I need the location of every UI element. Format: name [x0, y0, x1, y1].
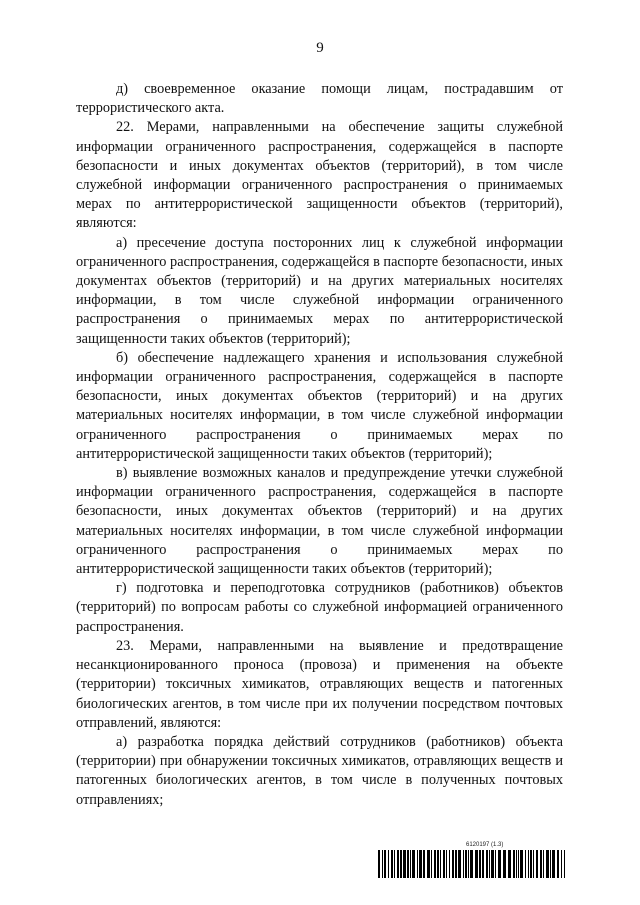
barcode-bar [489, 850, 490, 878]
barcode-bar [540, 850, 542, 878]
document-code: 6120197 (1.3) [466, 842, 504, 848]
barcode-bar [410, 850, 411, 878]
barcode-bar [446, 850, 447, 878]
barcode-bar [536, 850, 538, 878]
barcode-bar [475, 850, 478, 878]
barcode-bar [458, 850, 461, 878]
barcode-bar [440, 850, 441, 878]
barcode-bar [443, 850, 445, 878]
barcode-bar [530, 850, 532, 878]
barcode-bar [388, 850, 389, 878]
barcode-bar [465, 850, 467, 878]
barcode-bar [431, 850, 432, 878]
barcode-bar [482, 850, 484, 878]
barcode-bar [382, 850, 383, 878]
barcode-bar [394, 850, 395, 878]
barcode-bar [391, 850, 393, 878]
barcode-bar [397, 850, 399, 878]
barcode-bar [550, 850, 551, 878]
barcode-bar [419, 850, 422, 878]
paragraph-22-b: б) обеспечение надлежащего хранения и использования служебной информации ограниченного распространения, содержащейся в паспорте безопасности, иных документах объектов (территорий) и на других материальных носителях информации, в том числе служебной информации ограниченного распространения о принимаемых мерах по антитеррористической защищенности таких объектов (территорий); [76, 349, 563, 462]
barcode-bar [552, 850, 555, 878]
barcode-bar [378, 850, 380, 878]
page-number: 9 [316, 40, 324, 56]
barcode-bar [561, 850, 562, 878]
document-body [76, 80, 563, 810]
barcode-bar [452, 850, 454, 878]
barcode-bar [412, 850, 415, 878]
barcode-bar [407, 850, 409, 878]
barcode-bar [516, 850, 517, 878]
paragraph-22-heading: 22. Мерами, направленными на обеспечение защиты служебной информации ограниченного распространения, содержащейся в паспорте безопасности и иных документах объектов (территорий), в том числе служебной информации ограниченного распространения о принимаемых мерах по антитеррористической защищенности объектов (территорий), являются: [76, 119, 563, 232]
paragraph-23-a: а) разработка порядка действий сотрудников (работников) объекта (территории) при обнаружении токсичных химикатов, отравляющих веществ и патогенных биологических агентов, в том числе в полученных почтовых отправлениях; [76, 733, 563, 808]
barcode-bar [455, 850, 457, 878]
paragraph-22-g: г) подготовка и переподготовка сотрудников (работников) объектов (территорий) по вопросам работы со служебной информацией ограниченного распространения. [76, 580, 563, 635]
barcode-bar [468, 850, 469, 878]
paragraph-22-v: в) выявление возможных каналов и предупреждение утечки служебной информации ограниченного распространения, содержащейся в паспорте безопасности, иных документах объектов (территорий) и на других материальных носителях информации, в том числе служебной информации ограниченного распространения о принимаемых мерах по антитеррористической защищенности таких объектов (территорий); [76, 465, 563, 578]
barcode-bar [479, 850, 481, 878]
barcode-bar [449, 850, 450, 878]
barcode-bar [533, 850, 534, 878]
barcode-bar [557, 850, 559, 878]
barcode-bar [503, 850, 506, 878]
barcode-bar [384, 850, 386, 878]
barcode-bar [491, 850, 494, 878]
barcode-bar [495, 850, 496, 878]
barcode-bar [423, 850, 425, 878]
barcode-bar [427, 850, 430, 878]
barcode-bar [486, 850, 488, 878]
barcode-bar [498, 850, 501, 878]
barcode-bar [513, 850, 515, 878]
barcode-bar [470, 850, 473, 878]
barcode-bar [525, 850, 526, 878]
barcode-bar [528, 850, 529, 878]
barcode-bar [518, 850, 519, 878]
barcode-bar [546, 850, 549, 878]
barcode-bar [520, 850, 523, 878]
barcode-bar [417, 850, 418, 878]
paragraph-22-a: а) пресечение доступа посторонних лиц к служебной информации ограниченного распространения, содержащейся в паспорте безопасности, иных документах объектов (территорий) и на других материальных носителях информации, в том числе служебной информации ограниченного распространения о принимаемых мерах по антитеррористической защищенности таких объектов (территорий); [76, 234, 563, 347]
barcode-bar [403, 850, 406, 878]
barcode-bar [437, 850, 439, 878]
barcode-bar [543, 850, 544, 878]
paragraph-23-heading: 23. Мерами, направленными на выявление и предотвращение несанкционированного проноса (провоза) и применения на объекте (территории) токсичных химикатов, отравляющих веществ и патогенных биологических агентов, в том числе при их получении посредством почтовых отправлений, являются: [76, 637, 563, 731]
barcode-bar [508, 850, 511, 878]
barcode-bar [434, 850, 436, 878]
barcode [378, 850, 566, 878]
barcode-bar [463, 850, 464, 878]
barcode-bar [564, 850, 565, 878]
paragraph-d-assistance: д) своевременное оказание помощи лицам, пострадавшим от террористического акта. [76, 81, 563, 117]
barcode-bar [400, 850, 402, 878]
